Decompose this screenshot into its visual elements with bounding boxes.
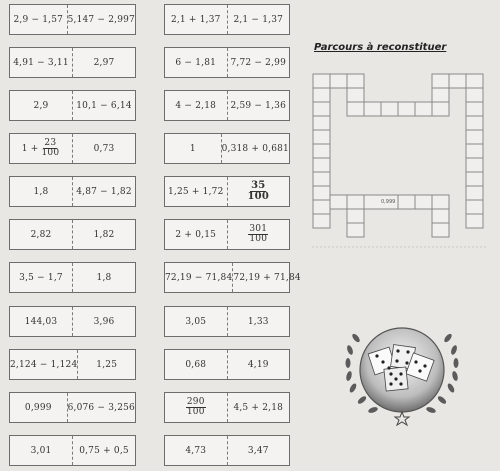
fraction-numerator: 301 — [249, 223, 268, 234]
parcours-cell — [466, 88, 483, 102]
fraction-numerator: 290 — [186, 396, 205, 407]
parcours-cell — [432, 74, 449, 88]
domino-right-value: 2,1 − 1,37 — [233, 14, 284, 25]
domino-left-value: 4 − 2,18 — [165, 91, 228, 120]
parcours-cell — [347, 102, 364, 116]
domino-right-value: 2,59 − 1,36 — [230, 100, 287, 111]
domino-right-value: 4,5 + 2,18 — [233, 402, 284, 413]
domino-card[interactable] — [164, 262, 301, 293]
parcours-cell — [313, 130, 330, 144]
parcours-cell — [466, 200, 483, 214]
parcours-cell — [330, 195, 347, 209]
domino-right-value — [228, 177, 290, 206]
parcours-cell — [347, 88, 364, 102]
domino-left-value: 2,82 — [10, 220, 73, 249]
parcours-title: Parcours à reconstituer — [314, 42, 447, 53]
fraction — [186, 398, 206, 418]
parcours-cell — [313, 200, 330, 214]
fraction-denominator: 100 — [247, 191, 269, 202]
parcours-cell — [449, 74, 466, 88]
parcours-cell — [347, 223, 364, 237]
parcours-start-label: 0,999 — [381, 199, 396, 205]
parcours-cell — [347, 209, 364, 223]
parcours-cell — [313, 172, 330, 186]
domino-card[interactable] — [164, 90, 290, 121]
parcours-cell — [381, 102, 398, 116]
domino-left-value: 0,68 — [165, 350, 228, 379]
domino-left-value: 3,05 — [165, 307, 228, 336]
parcours-cell — [313, 88, 330, 102]
domino-right-value — [228, 220, 290, 249]
domino-left-value: 0,999 — [10, 393, 68, 422]
parcours-cell — [347, 74, 364, 88]
domino-card[interactable] — [164, 306, 290, 337]
domino-right-value: 4,19 — [247, 359, 269, 370]
domino-right-value: 1,8 — [96, 272, 112, 283]
domino-card[interactable] — [9, 47, 136, 78]
fraction-denominator: 100 — [186, 407, 205, 417]
domino-left-value: 1 — [165, 134, 222, 163]
parcours-cell — [330, 74, 347, 88]
parcours-cell — [415, 102, 432, 116]
parcours-cell — [432, 88, 449, 102]
domino-card[interactable] — [164, 47, 290, 78]
domino-left-value: 144,03 — [10, 307, 73, 336]
parcours-cell — [313, 186, 330, 200]
domino-left-value: 3,01 — [10, 436, 73, 465]
parcours-cell — [466, 74, 483, 88]
parcours-cell — [466, 214, 483, 228]
parcours-cell — [432, 223, 449, 237]
domino-card[interactable] — [9, 219, 136, 250]
parcours-cell — [432, 102, 449, 116]
domino-right-value: 1,82 — [93, 229, 115, 240]
domino-card[interactable] — [164, 219, 290, 250]
fraction-denominator: 100 — [249, 234, 268, 244]
domino-left-value: 72,19 − 71,84 — [165, 263, 233, 292]
domino-left-value: 1,25 + 1,72 — [165, 177, 228, 206]
domino-left-value — [10, 134, 73, 163]
fraction — [40, 139, 60, 159]
parcours-cell — [313, 214, 330, 228]
parcours-cell — [347, 195, 364, 209]
domino-left-value: 2,124 − 1,124 — [10, 350, 78, 379]
domino-right-value: 7,72 − 2,99 — [230, 57, 287, 68]
domino-right-value: 1,33 — [247, 316, 269, 327]
domino-right-value: 0,318 + 0,681 — [221, 143, 289, 154]
fraction — [248, 225, 268, 245]
domino-right-value: 72,19 + 71,84 — [233, 272, 301, 283]
domino-card[interactable] — [9, 262, 136, 293]
parcours-cell — [432, 209, 449, 223]
fraction — [247, 181, 270, 203]
domino-card[interactable] — [9, 133, 136, 164]
domino-left-value: 4,73 — [165, 436, 228, 465]
parcours-cell — [466, 116, 483, 130]
domino-right-value: 3,96 — [93, 316, 115, 327]
domino-card[interactable] — [9, 176, 136, 207]
domino-card[interactable] — [164, 349, 290, 380]
parcours-cell — [398, 195, 415, 209]
domino-right-value: 2,97 — [93, 57, 115, 68]
domino-card[interactable] — [164, 435, 290, 466]
domino-right-value: 0,75 + 0,5 — [79, 445, 129, 456]
domino-right-value: 1,25 — [96, 359, 118, 370]
parcours-cell — [466, 172, 483, 186]
domino-left-value — [165, 393, 228, 422]
parcours-cell — [432, 195, 449, 209]
domino-card[interactable] — [164, 176, 290, 207]
fraction-numerator: 35 — [251, 179, 266, 191]
domino-left-value: 6 − 1,81 — [165, 48, 228, 77]
fraction-denominator: 100 — [41, 148, 60, 158]
domino-card[interactable] — [9, 306, 136, 337]
domino-right-value: 10,1 − 6,14 — [76, 100, 132, 111]
domino-left-value: 2,9 − 1,57 — [10, 5, 68, 34]
domino-card[interactable] — [9, 90, 136, 121]
parcours-grid — [312, 71, 488, 253]
domino-right-value: 0,73 — [93, 143, 115, 154]
domino-card[interactable] — [9, 392, 136, 423]
parcours-cell — [364, 102, 381, 116]
domino-right-value: 6,076 − 3,256 — [67, 402, 135, 413]
parcours-cell — [313, 102, 330, 116]
fraction-numerator: 23 — [44, 137, 57, 148]
parcours-cell — [466, 102, 483, 116]
parcours-cell — [466, 130, 483, 144]
parcours-cell — [313, 116, 330, 130]
parcours-cell — [398, 102, 415, 116]
domino-card[interactable] — [164, 133, 290, 164]
domino-left-value: 2 + 0,15 — [165, 220, 228, 249]
parcours-path-diagram — [312, 71, 488, 249]
domino-left-value: 4,91 − 3,11 — [10, 48, 73, 77]
domino-right-value: 3,47 — [247, 445, 269, 456]
parcours-cell — [466, 186, 483, 200]
domino-card[interactable] — [9, 4, 136, 35]
parcours-cell — [313, 158, 330, 172]
parcours-cell — [313, 144, 330, 158]
mixed-whole: 1 + — [21, 143, 39, 154]
parcours-cell — [313, 74, 330, 88]
parcours-cell — [415, 195, 432, 209]
domino-left-value: 2,1 + 1,37 — [165, 5, 228, 34]
domino-left-value: 2,9 — [10, 91, 73, 120]
domino-card[interactable] — [164, 392, 290, 423]
domino-right-value: 4,87 − 1,82 — [76, 186, 132, 197]
domino-left-value: 1,8 — [10, 177, 73, 206]
parcours-cell — [466, 144, 483, 158]
domino-right-value: 5,147 − 2,997 — [67, 14, 135, 25]
domino-card[interactable] — [9, 435, 136, 466]
parcours-cell — [466, 158, 483, 172]
domino-left-value: 3,5 − 1,7 — [10, 263, 73, 292]
domino-card[interactable] — [9, 349, 136, 380]
dice-laurel-emblem-icon — [337, 318, 467, 430]
domino-card[interactable] — [164, 4, 290, 35]
